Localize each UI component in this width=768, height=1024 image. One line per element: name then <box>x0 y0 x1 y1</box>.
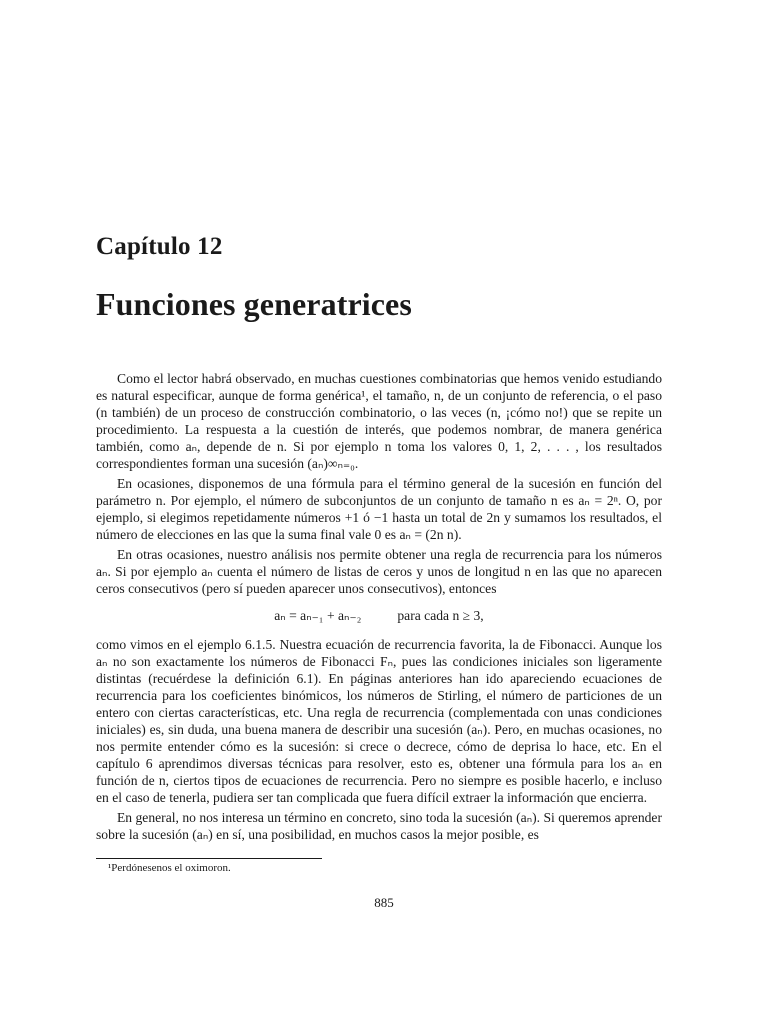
chapter-title: Funciones generatrices <box>96 286 412 322</box>
chapter-label: Capítulo 12 <box>96 233 223 260</box>
page-number: 885 <box>374 895 394 910</box>
paragraph-1: Como el lector habrá observado, en muchas cuestiones combinatorias que hemos venido estudiando es natural especificar, aunque de forma genérica¹, el tamaño, n, de un conjunto de referencia, o el paso (n también) de un proceso de construcción combinatorio, o las veces (n, ¡cómo no!) que se repite un procedimiento. La respuesta a la cuestión de interés, que podemos nombrar, de manera genérica también, como aₙ, depende de n. Si por ejemplo n toma los valores 0, 1, 2, . . . , los resultados correspondientes forman una sucesión (aₙ)∞ₙ₌₀. <box>96 371 662 471</box>
body-text <box>96 370 662 846</box>
equation-formula: aₙ = aₙ₋₁ + aₙ₋₂ <box>274 608 362 623</box>
footnote: ¹Perdónesenos el oximoron. <box>108 862 231 874</box>
paragraph-4: como vimos en el ejemplo 6.1.5. Nuestra ecuación de recurrencia favorita, la de Fibonacci. Aunque los aₙ no son exactamente los números de Fibonacci Fₙ, pues las condiciones iniciales son ligeramente distintas (recuérdese la definición 6.1). En páginas anteriores han ido apareciendo ecuaciones de recurrencia para los coeficientes binómicos, los números de Stirling, el número de particiones de un entero con ciertas características, etc. Una regla de recurrencia (complementada con unas condiciones iniciales) es, sin duda, una buena manera de describir una sucesión (aₙ). Pero, en muchas ocasiones, no nos permite entender cómo es la sucesión: si crece o decrece, cómo de deprisa lo hace, etc. En el capítulo 6 aprendimos diversas técnicas para resolver, esto es, obtener una fórmula para los aₙ en función de n, ciertos tipos de ecuaciones de recurrencia. Pero no siempre es posible hacerlo, e incluso en el caso de tenerla, pudiera ser tan complicada que fuera difícil extraer la información que encierra. <box>96 637 662 805</box>
paragraph-5: En general, no nos interesa un término en concreto, sino toda la sucesión (aₙ). Si queremos aprender sobre la sucesión (aₙ) en sí, una posibilidad, en muchos casos la mejor posible, es <box>96 810 662 842</box>
paragraph-2: En ocasiones, disponemos de una fórmula para el término general de la sucesión en función del parámetro n. Por ejemplo, el número de subconjuntos de un conjunto de tamaño n es aₙ = 2ⁿ. O, por ejemplo, si elegimos repetidamente números +1 ó −1 hasta un total de 2n y sumamos los resultados, el número de elecciones en las que la suma final vale 0 es aₙ = (2n n). <box>96 476 662 542</box>
equation-condition: para cada n ≥ 3, <box>397 608 484 623</box>
footnote-rule <box>96 858 322 859</box>
paragraph-3: En otras ocasiones, nuestro análisis nos permite obtener una regla de recurrencia para los números aₙ. Si por ejemplo aₙ cuenta el número de listas de ceros y unos de longitud n en las que no aparecen ceros consecutivos (pero sí pueden aparecer unos consecutivos), entonces <box>96 547 662 596</box>
recurrence-equation <box>96 607 662 624</box>
